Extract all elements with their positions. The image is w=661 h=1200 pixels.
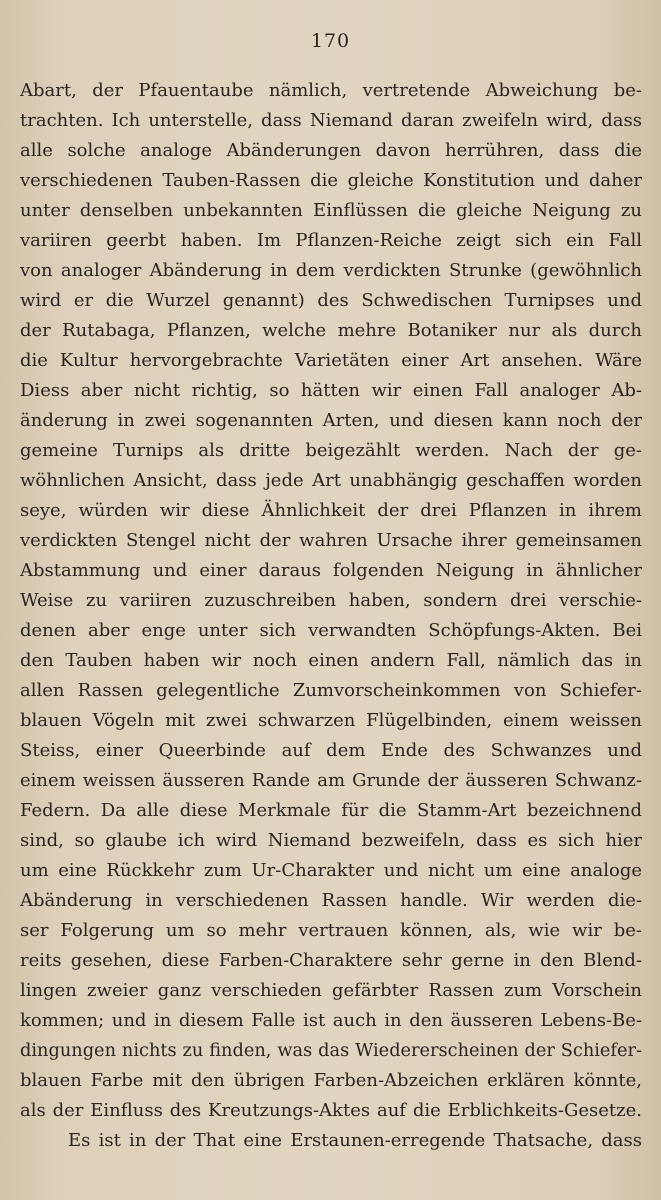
- text-line: denen aber enge unter sich verwandten Schöpfungs-Akten. Bei: [20, 620, 642, 641]
- text-line: lingen zweier ganz verschieden gefärbter Rassen zum Vorschein: [20, 980, 642, 1001]
- text-line: gemeine Turnips als dritte beigezählt werden. Nach der ge-: [20, 440, 642, 461]
- text-line: als der Einfluss des Kreutzungs-Aktes auf die Erblichkeits-Gesetze.: [20, 1100, 642, 1121]
- text-line: sind, so glaube ich wird Niemand bezweifeln, dass es sich hier: [20, 830, 642, 851]
- text-line: blauen Farbe mit den übrigen Farben-Abzeichen erklären könnte,: [20, 1070, 642, 1091]
- text-line: kommen; und in diesem Falle ist auch in den äusseren Lebens-Be-: [20, 1010, 642, 1031]
- text-line: Abänderung in verschiedenen Rassen handle. Wir werden die-: [20, 890, 642, 911]
- page-number: 170: [310, 30, 351, 52]
- body-text: [20, 76, 642, 1156]
- text-line: Steiss, einer Queerbinde auf dem Ende des Schwanzes und: [20, 740, 642, 761]
- text-line: Weise zu variiren zuzuschreiben haben, sondern drei verschie-: [20, 590, 642, 611]
- text-line: der Rutabaga, Pflanzen, welche mehre Botaniker nur als durch: [20, 320, 642, 341]
- text-line: um eine Rückkehr zum Ur-Charakter und nicht um eine analoge: [20, 860, 642, 881]
- text-line: verschiedenen Tauben-Rassen die gleiche Konstitution und daher: [20, 170, 642, 191]
- text-line: änderung in zwei sogenannten Arten, und diesen kann noch der: [20, 410, 642, 431]
- text-line: von analoger Abänderung in dem verdickten Strunke (gewöhnlich: [20, 260, 642, 281]
- text-line: ser Folgerung um so mehr vertrauen können, als, wie wir be-: [20, 920, 642, 941]
- text-line: alle solche analoge Abänderungen davon herrühren, dass die: [20, 140, 642, 161]
- text-line: Diess aber nicht richtig, so hätten wir einen Fall analoger Ab-: [20, 380, 642, 401]
- text-line: Abstammung und einer daraus folgenden Neigung in ähnlicher: [20, 560, 642, 581]
- text-line: Federn. Da alle diese Merkmale für die Stamm-Art bezeichnend: [20, 800, 642, 821]
- text-line: blauen Vögeln mit zwei schwarzen Flügelbinden, einem weissen: [20, 710, 642, 731]
- text-line: variiren geerbt haben. Im Pflanzen-Reiche zeigt sich ein Fall: [20, 230, 642, 251]
- text-line: trachten. Ich unterstelle, dass Niemand daran zweifeln wird, dass: [20, 110, 642, 131]
- text-line: reits gesehen, diese Farben-Charaktere sehr gerne in den Blend-: [20, 950, 642, 971]
- text-line: wöhnlichen Ansicht, dass jede Art unabhängig geschaffen worden: [20, 470, 642, 491]
- text-line: Es ist in der That eine Erstaunen-erregende Thatsache, dass: [68, 1130, 642, 1151]
- text-line: die Kultur hervorgebrachte Varietäten einer Art ansehen. Wäre: [20, 350, 642, 371]
- text-line: Abart, der Pfauentaube nämlich, vertretende Abweichung be-: [20, 80, 642, 101]
- text-line: wird er die Wurzel genannt) des Schwedischen Turnipses und: [20, 290, 642, 311]
- text-line: allen Rassen gelegentliche Zumvorscheinkommen von Schiefer-: [20, 680, 642, 701]
- text-line: verdickten Stengel nicht der wahren Ursache ihrer gemeinsamen: [20, 530, 642, 551]
- text-line: unter denselben unbekannten Einflüssen die gleiche Neigung zu: [20, 200, 642, 221]
- text-line: seye, würden wir diese Ähnlichkeit der drei Pflanzen in ihrem: [20, 500, 642, 521]
- text-line: den Tauben haben wir noch einen andern Fall, nämlich das in: [20, 650, 642, 671]
- text-line: dingungen nichts zu finden, was das Wiedererscheinen der Schiefer-: [20, 1041, 642, 1061]
- text-line: einem weissen äusseren Rande am Grunde der äusseren Schwanz-: [20, 770, 642, 791]
